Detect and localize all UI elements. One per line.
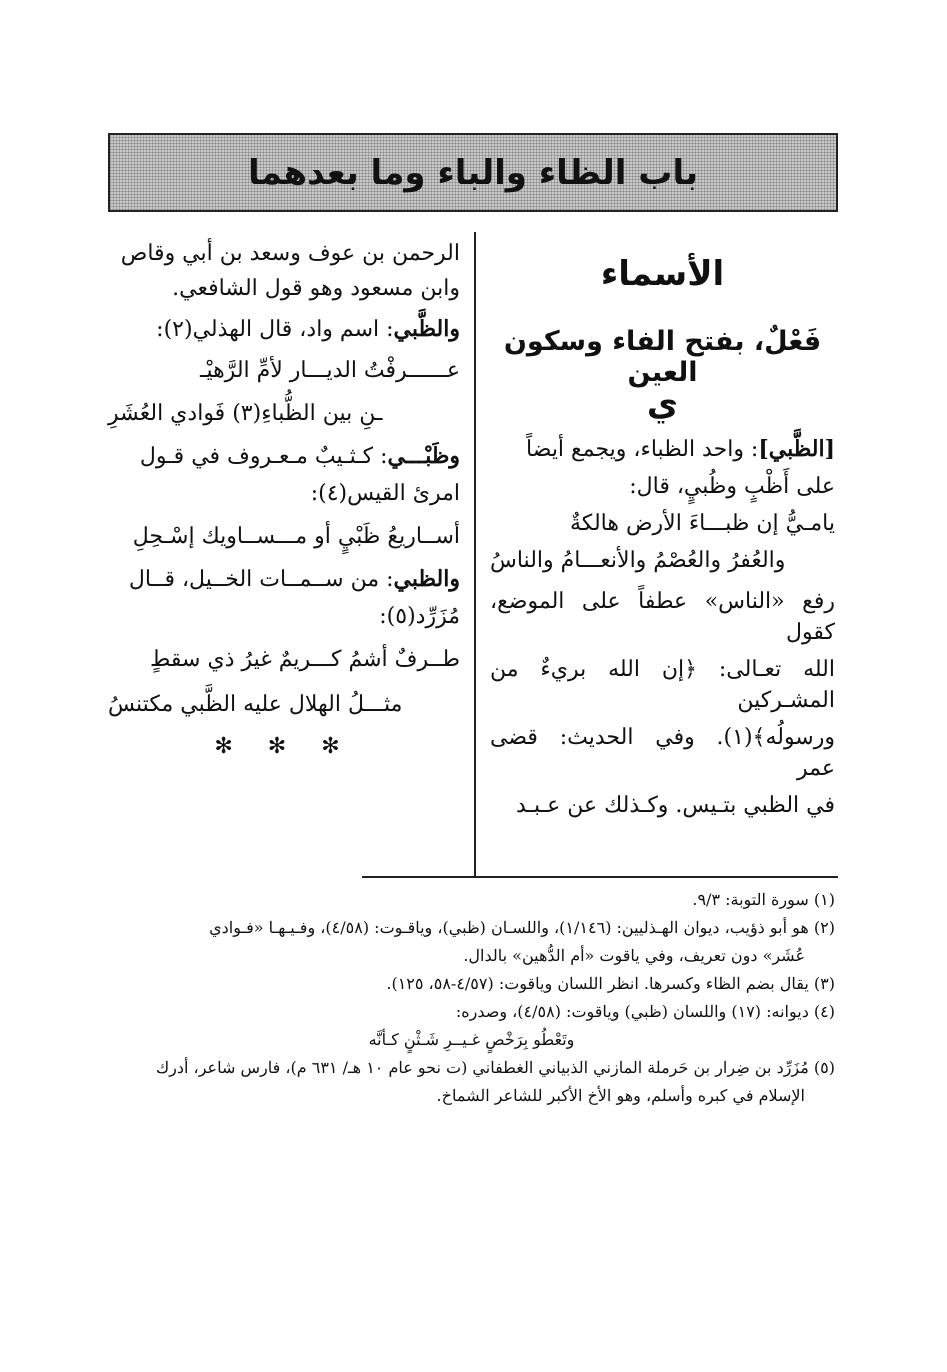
pattern-heading: فَعْلٌ، بفتح الفاء وسكون العين [503, 326, 822, 388]
letter-heading: ي [646, 384, 679, 424]
footnote-2: (٢) هو أبو ذؤيب، ديوان الهـذليين: (١/١٤٦)، واللسـان (ظبي)، وياقـوت: (٤/٥٨)، وفـيـهـا «فـوادي [209, 918, 835, 937]
entry-text: : واحد الظباء، ويجمع أيضاً [526, 437, 759, 462]
entry-headword: والظبي [393, 566, 460, 592]
entry-text-line: امرئ القيس(٤): [310, 481, 460, 506]
entry-text-line: على أَظْبٍ وظُبيٍ، قال: [629, 474, 835, 499]
entry-text-line: الله تعـالى: ﴿إن الله بريءٌ من المشـركين [490, 657, 835, 713]
entry-text-line: في الظبي بتـيس. وكـذلك عن عـبـد [516, 793, 835, 818]
verse-hemistich-1: يامـيُّ إن ظبـــاءَ الأرض هالكةٌ [570, 511, 835, 536]
section-end-stars: ✻ ✻ ✻ [214, 734, 354, 759]
footnote-2-continued: عُشَر» دون تعريف، وفي ياقوت «أم الدُّهين» بالدال. [463, 946, 805, 965]
verse-hemistich-1: طــرفٌ أشمُ كـــريمٌ غيرُ ذي سقطٍ [150, 647, 460, 672]
entry-paragraph [108, 564, 460, 595]
chapter-title: باب الظاء والباء وما بعدهما [247, 152, 698, 193]
entry-headword: وظَبْـــي [387, 443, 460, 469]
entry-text: : اسم واد، قال الهذلي(٢): [156, 317, 394, 342]
footnote-1: (١) سورة التوبة: ٩/٣. [692, 890, 835, 909]
footnote-5: (٥) مُزَرِّد بن ضِرار بن حَرملة المازني الذبياني الغطفاني (ت نحو عام ١٠ هـ/ ٦٣١ م)، فارس شاعر، أدرك [155, 1058, 835, 1077]
footnotes [108, 886, 835, 1110]
footnote-4-verse: وتَعْطُو بِرَخْصٍ غـيــرِ شَـثْنٍ كـأنَّه [368, 1030, 575, 1049]
verse-hemistich-2: ـنِ بين الظُّباءِ(٣) فَوادي العُشَرِ [108, 401, 383, 426]
entry-text-line: وابن مسعود وهو قول الشافعي. [172, 276, 460, 301]
entry-text-line: مُزَرِّد(٥): [379, 604, 460, 629]
entry-paragraph [108, 314, 460, 345]
verse-hemistich-2: والعُفرُ والعُصْمُ والأنعـــامُ والناسُ [490, 548, 786, 573]
entry-text-line: ورسولُه﴾(١). وفي الحديث: قضى عمر [490, 725, 835, 781]
entry-text-line: الرحمن بن عوف وسعد بن أبي وقاص [120, 241, 460, 266]
entry-text: : كـثـيبٌ مـعـروف في قـول [139, 444, 388, 469]
entry-headword: والظَّبي [393, 316, 460, 342]
left-column [108, 238, 460, 759]
chapter-banner [108, 133, 838, 212]
section-heading: الأسماء [600, 254, 725, 294]
verse-hemistich-1: عــــــرفْتُ الديـــار لأمِّ الرَّهيْـ [200, 358, 460, 383]
entry-headword: [الظَّبي] [758, 436, 835, 462]
footnote-3: (٣) يقال بضم الظاء وكسرها. انظر اللسان وياقوت: (٤/٥٧-٥٨، ١٢٥). [386, 974, 835, 993]
footnote-separator [362, 876, 838, 878]
verse-hemistich-2: مثـــلُ الهلال عليه الظَّبي مكتنسُ [108, 692, 403, 717]
entry-text-line: رفع «الناس» عطفاً على الموضع، كقول [490, 589, 835, 645]
footnote-5-continued: الإسلام في كبره وأسلم، وهو الأخ الأكبر للشاعر الشماخ. [436, 1086, 805, 1105]
entry-text: : من ســمــات الخــيل، قــال [128, 567, 394, 592]
column-divider [474, 232, 476, 877]
entry-paragraph [490, 434, 835, 465]
right-column [490, 238, 835, 821]
entry-paragraph [108, 441, 460, 472]
footnote-4: (٤) ديوانه: (١٧) واللسان (ظبي) وياقوت: (٤/٥٨)، وصدره: [455, 1002, 835, 1021]
verse-line: أســاريعُ ظَبْيٍ أو مـــســاويك إسْـحِلِ [132, 524, 460, 549]
